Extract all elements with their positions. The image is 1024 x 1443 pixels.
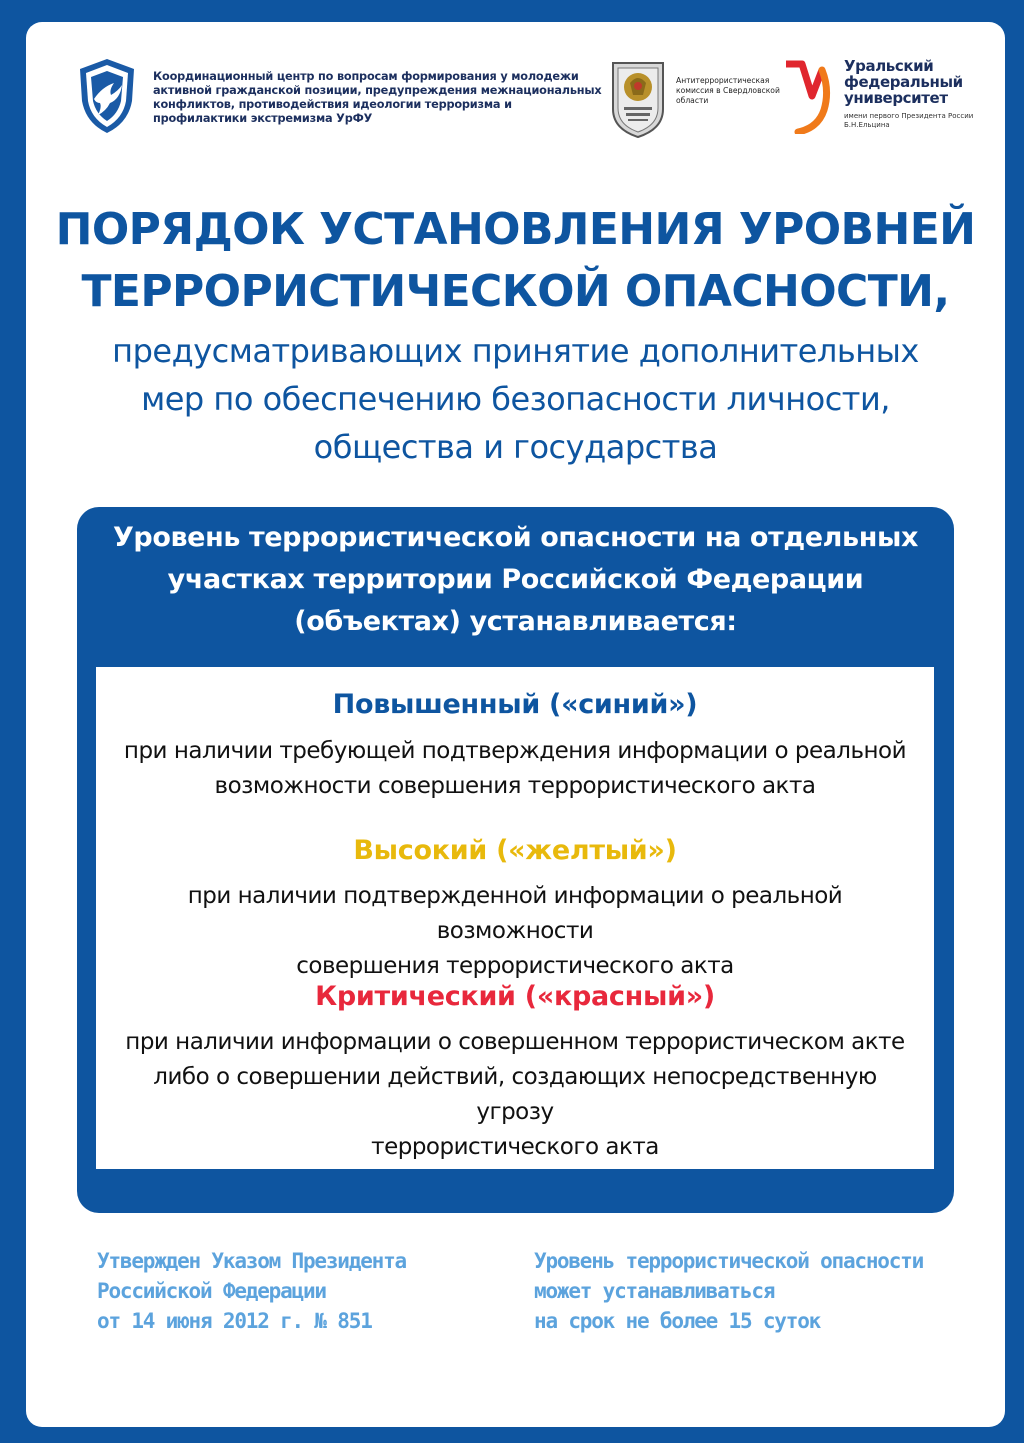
description-line: либо о совершении действий, создающих непосредственную угрозу bbox=[153, 1064, 877, 1125]
panel-heading bbox=[77, 517, 954, 643]
level-red-title: Критический («красный») bbox=[315, 981, 715, 1012]
description-line: террористического акта bbox=[371, 1134, 659, 1160]
duration-line: может устанавливаться bbox=[534, 1279, 775, 1303]
decree-note bbox=[97, 1246, 477, 1336]
panel-heading-line: участках территории Российской Федерации bbox=[167, 564, 864, 595]
poster-subtitle bbox=[26, 327, 1005, 471]
subtitle-line: предусматривающих принятие дополнительных bbox=[112, 332, 919, 370]
description-line: при наличии требующей подтверждения информации о реальной bbox=[123, 738, 907, 764]
level-blue-title: Повышенный («синий») bbox=[332, 689, 698, 720]
duration-line: Уровень террористической опасности bbox=[534, 1249, 924, 1273]
antiterror-emblem-icon bbox=[609, 59, 667, 139]
description-line: при наличии информации о совершенном террористическом акте bbox=[125, 1029, 905, 1055]
description-line: при наличии подтвержденной информации о реальной возможности bbox=[187, 883, 843, 944]
title-line: ПОРЯДОК УСТАНОВЛЕНИЯ УРОВНЕЙ bbox=[55, 204, 976, 255]
antiterror-commission-text: Антитеррористическая комиссия в Свердловской области bbox=[676, 76, 780, 105]
subtitle-line: общества и государства bbox=[313, 428, 718, 466]
levels-list bbox=[96, 667, 934, 1169]
decree-line: Утвержден Указом Президента bbox=[97, 1249, 406, 1273]
coordination-center-text: Координационный центр по вопросам формирования у молодежи активной гражданской позиции, предупреждения межнациональных конфликтов, противодействия идеологии терроризма и профилактики экстремизма УрФУ bbox=[153, 70, 602, 125]
university-name-line: университет bbox=[844, 89, 948, 107]
subtitle-line: мер по обеспечению безопасности личности, bbox=[141, 380, 890, 418]
university-name bbox=[844, 58, 1004, 106]
header-logos bbox=[26, 22, 1005, 152]
panel-heading-line: (объектах) устанавливается: bbox=[294, 606, 737, 637]
university-name-line: федеральный bbox=[844, 73, 963, 91]
decree-line: Российской Федерации bbox=[97, 1279, 326, 1303]
poster bbox=[26, 22, 1005, 1427]
level-blue-description bbox=[116, 734, 914, 804]
panel-heading-line: Уровень террористической опасности на отдельных bbox=[113, 522, 918, 553]
level-yellow-title: Высокий («желтый») bbox=[353, 835, 677, 866]
threat-levels-panel bbox=[77, 507, 954, 1213]
level-red-description bbox=[116, 1025, 914, 1165]
university-subtitle: имени первого Президента России Б.Н.Ельцина bbox=[844, 112, 974, 129]
description-line: совершения террористического акта bbox=[296, 953, 734, 979]
duration-line: на срок не более 15 суток bbox=[534, 1309, 821, 1333]
decree-line: от 14 июня 2012 г. № 851 bbox=[97, 1309, 372, 1333]
duration-note bbox=[534, 1246, 974, 1336]
poster-title bbox=[26, 199, 1005, 323]
description-line: возможности совершения террористического акта bbox=[214, 773, 816, 799]
title-line: ТЕРРОРИСТИЧЕСКОЙ ОПАСНОСТИ, bbox=[81, 266, 950, 317]
level-yellow-description bbox=[116, 879, 914, 984]
shield-dove-logo-icon bbox=[76, 57, 138, 135]
university-name-line: Уральский bbox=[844, 57, 934, 75]
urfu-logo-icon bbox=[784, 60, 834, 134]
